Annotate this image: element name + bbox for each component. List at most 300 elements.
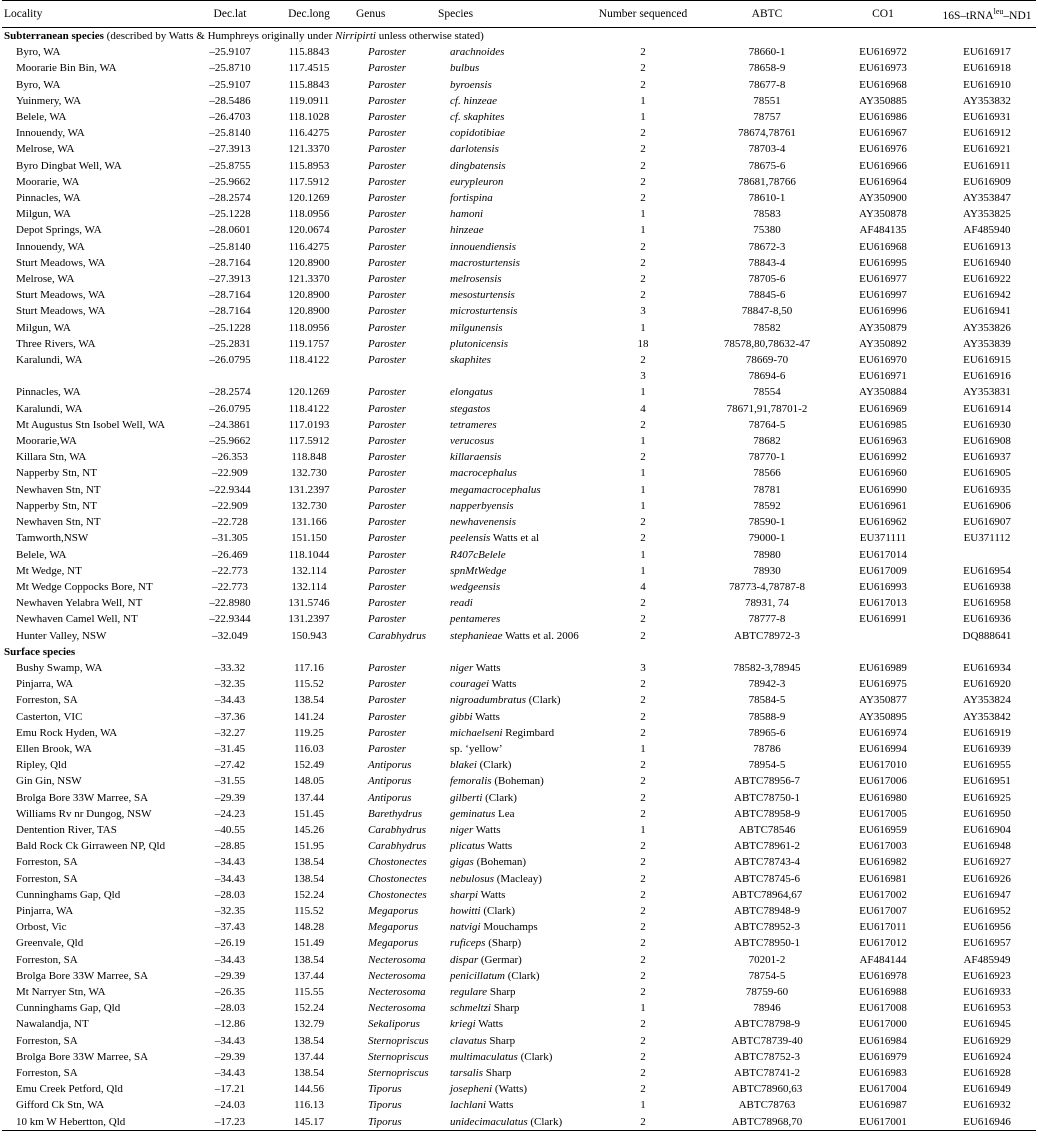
- cell-dec-long: 151.150: [291, 532, 327, 545]
- cell-locality: Karalundi, WA: [16, 354, 83, 367]
- cell-co1: EU617007: [859, 904, 907, 917]
- species-author: Watts et al: [490, 532, 540, 545]
- table-row: [2, 449, 1036, 465]
- cell-locality: Byro Dingbat Well, WA: [16, 159, 122, 172]
- cell-species: [436, 595, 580, 611]
- cell-dec-lat: –28.7164: [209, 305, 251, 318]
- cell-abtc: 78946: [753, 1002, 781, 1015]
- section-title: Surface species: [4, 645, 76, 658]
- cell-co1: EU617001: [859, 1115, 907, 1128]
- cell-species: [436, 433, 580, 449]
- cell-species: [436, 871, 580, 887]
- cell-number-sequenced: 1: [640, 208, 646, 221]
- cell-dec-long: 138.54: [293, 1034, 325, 1047]
- cell-number-sequenced: 2: [640, 192, 646, 205]
- species-name: clavatus: [450, 1034, 487, 1047]
- cell-number-sequenced: 2: [640, 256, 646, 269]
- cell-genus: Paroster: [368, 467, 407, 480]
- cell-locality: Emu Creek Petford, Qld: [16, 1083, 123, 1096]
- cell-species: [436, 1114, 580, 1131]
- cell-abtc: 78754-5: [748, 969, 786, 982]
- cell-16s-nd1: EU616957: [963, 937, 1011, 950]
- cell-co1: EU616983: [859, 1067, 907, 1079]
- cell-co1: EU617009: [859, 564, 907, 577]
- cell-dec-long: 138.54: [293, 694, 325, 707]
- cell-dec-long: 145.26: [293, 823, 325, 836]
- table-row: [2, 482, 1036, 498]
- table-row: [2, 854, 1036, 870]
- species-name: gigas: [450, 856, 474, 869]
- cell-16s-nd1: EU616928: [963, 1067, 1011, 1079]
- cell-number-sequenced: 2: [640, 726, 646, 739]
- cell-co1: EU617005: [859, 807, 907, 820]
- cell-dec-long: 120.1269: [288, 386, 330, 399]
- cell-number-sequenced: 2: [640, 678, 646, 691]
- cell-genus: Paroster: [368, 127, 407, 140]
- cell-species: [436, 449, 580, 465]
- cell-dec-lat: –17.21: [214, 1083, 246, 1096]
- species-name: schmeltzi: [450, 1002, 491, 1015]
- species-author: (Boheman): [473, 856, 527, 869]
- cell-abtc: 78588-9: [748, 710, 786, 723]
- cell-dec-lat: –22.9344: [209, 483, 251, 496]
- cell-dec-lat: –32.049: [212, 629, 248, 642]
- species-name: copidotibiae: [450, 127, 505, 140]
- cell-dec-lat: –28.03: [214, 888, 246, 901]
- table-row: [2, 984, 1036, 1000]
- cell-species: [436, 498, 580, 514]
- cell-number-sequenced: 2: [640, 418, 646, 431]
- table-row: [2, 174, 1036, 190]
- cell-dec-lat: –31.55: [214, 775, 246, 788]
- cell-dec-long: 132.730: [291, 499, 327, 512]
- cell-species: [436, 968, 580, 984]
- species-name: nebulosus: [450, 872, 494, 885]
- cell-16s-nd1: EU616934: [963, 661, 1011, 674]
- cell-locality: Pinjarra, WA: [16, 904, 74, 917]
- cell-genus: Paroster: [368, 289, 407, 302]
- cell-dec-lat: –22.773: [212, 580, 248, 593]
- table-row: [2, 579, 1036, 595]
- cell-number-sequenced: 2: [640, 289, 646, 302]
- cell-species: [436, 838, 580, 854]
- cell-16s-nd1: EU616907: [963, 516, 1011, 529]
- cell-number-sequenced: 2: [640, 840, 646, 853]
- cell-abtc: 78703-4: [748, 143, 786, 156]
- cell-genus: Paroster: [368, 256, 407, 269]
- cell-dec-lat: –34.43: [214, 1067, 246, 1079]
- species-name: mesosturtensis: [450, 289, 515, 302]
- table-row: [2, 1065, 1036, 1081]
- cell-dec-long: 118.0956: [288, 321, 330, 334]
- species-name: tarsalis: [450, 1067, 484, 1079]
- cell-number-sequenced: 2: [640, 888, 646, 901]
- cell-abtc: 78672-3: [748, 240, 786, 253]
- cell-species: [436, 44, 580, 60]
- cell-locality: Bushy Swamp, WA: [16, 661, 103, 674]
- cell-genus: Megaporus: [368, 937, 419, 950]
- cell-number-sequenced: 3: [640, 661, 646, 674]
- cell-16s-nd1: EU616914: [963, 402, 1011, 415]
- cell-dec-lat: –22.773: [212, 564, 248, 577]
- cell-genus: Paroster: [368, 62, 407, 75]
- cell-species: [436, 417, 580, 433]
- cell-16s-nd1: EU616918: [963, 62, 1011, 75]
- table-row: [2, 158, 1036, 174]
- cell-species: [436, 611, 580, 627]
- cell-species: [436, 368, 580, 384]
- cell-abtc: 70201-2: [748, 953, 786, 966]
- cell-dec-long: 152.24: [293, 1002, 325, 1015]
- cell-16s-nd1: EU616948: [963, 840, 1011, 853]
- cell-abtc: 78660-1: [748, 46, 786, 59]
- species-author: (Boheman): [491, 775, 544, 788]
- cell-dec-long: 116.03: [294, 742, 324, 755]
- cell-number-sequenced: 1: [640, 224, 646, 237]
- cell-dec-lat: –22.909: [212, 467, 248, 480]
- species-name: megamacrocephalus: [450, 483, 541, 496]
- cell-species: [436, 482, 580, 498]
- cell-genus: Paroster: [368, 548, 407, 561]
- cell-genus: Chostonectes: [368, 856, 427, 869]
- cell-species: [436, 676, 580, 692]
- cell-co1: EU617006: [859, 775, 907, 788]
- table-row: [2, 77, 1036, 93]
- cell-number-sequenced: 2: [640, 1083, 646, 1096]
- cell-number-sequenced: 2: [640, 127, 646, 140]
- cell-locality: Newhaven Camel Well, NT: [16, 613, 138, 626]
- cell-number-sequenced: 4: [640, 580, 646, 593]
- cell-abtc: 78980: [753, 548, 781, 561]
- cell-species: [436, 239, 580, 255]
- cell-dec-lat: –24.3861: [209, 418, 251, 431]
- cell-species: [436, 174, 580, 190]
- cell-abtc: 78584-5: [748, 694, 786, 707]
- cell-species: [436, 628, 580, 644]
- cell-species: [436, 1065, 580, 1081]
- cell-species: [436, 984, 580, 1000]
- cell-number-sequenced: 2: [640, 273, 646, 286]
- cell-genus: Sekaliporus: [368, 1018, 420, 1031]
- cell-dec-long: 151.95: [293, 840, 325, 853]
- cell-co1: EU616972: [859, 46, 907, 59]
- cell-locality: Orbost, Vic: [16, 921, 67, 934]
- cell-abtc: 78671,91,78701-2: [726, 402, 808, 415]
- cell-dec-long: 116.4275: [288, 127, 330, 140]
- cell-genus: Paroster: [368, 418, 407, 431]
- cell-locality: Milgun, WA: [16, 321, 71, 334]
- species-name: multimaculatus: [450, 1050, 518, 1063]
- species-name: hamoni: [450, 208, 483, 221]
- species-name: howitti: [450, 904, 481, 917]
- cell-locality: Moorarie Bin Bin, WA: [16, 62, 117, 75]
- cell-16s-nd1: EU616908: [963, 435, 1011, 448]
- cell-dec-long: 132.114: [291, 564, 327, 577]
- cell-genus: Carabhydrus: [368, 823, 427, 836]
- table-row: [2, 109, 1036, 125]
- cell-locality: Forreston, SA: [16, 953, 78, 966]
- table-row: [2, 465, 1036, 481]
- cell-dec-long: 131.5746: [288, 597, 330, 610]
- cell-number-sequenced: 4: [640, 402, 646, 415]
- cell-co1: EU616984: [859, 1034, 907, 1047]
- cell-abtc: 78669-70: [745, 354, 789, 367]
- cell-co1: EU616971: [859, 370, 907, 383]
- species-name: macrocephalus: [450, 467, 517, 480]
- species-name: penicillatum: [450, 969, 505, 982]
- cell-co1: EU617003: [859, 840, 907, 853]
- cell-dec-long: 131.166: [291, 516, 327, 529]
- table-row: [2, 206, 1036, 222]
- cell-locality: Brolga Bore 33W Marree, SA: [16, 1050, 149, 1063]
- cell-species: [436, 952, 580, 968]
- cell-genus: Paroster: [368, 597, 407, 610]
- cell-co1: AY350895: [859, 710, 907, 723]
- species-name: napperbyensis: [450, 499, 514, 512]
- cell-locality: Forreston, SA: [16, 694, 78, 707]
- cell-genus: Paroster: [368, 78, 407, 91]
- cell-co1: EU616980: [859, 791, 907, 804]
- cell-dec-lat: –28.2574: [209, 192, 251, 205]
- species-name: nigroadumbratus: [450, 694, 526, 707]
- cell-species: [436, 660, 580, 676]
- species-name: plutonicensis: [450, 337, 509, 350]
- cell-abtc: ABTC78956-7: [734, 775, 800, 788]
- species-author: Sharp: [490, 1002, 520, 1015]
- table-row: [2, 93, 1036, 109]
- col-header-locality: Locality: [4, 7, 43, 20]
- cell-dec-long: 117.5912: [288, 435, 330, 448]
- table-row: [2, 871, 1036, 887]
- cell-species: [436, 352, 580, 368]
- species-author: Watts: [473, 661, 501, 674]
- cell-number-sequenced: 1: [640, 386, 646, 399]
- cell-16s-nd1: EU616920: [963, 678, 1011, 691]
- cell-number-sequenced: 1: [640, 467, 646, 480]
- cell-genus: Sternopriscus: [368, 1050, 429, 1063]
- table-row: [2, 1049, 1036, 1065]
- cell-co1: EU616964: [859, 175, 907, 188]
- cell-co1: EU616968: [859, 240, 907, 253]
- cell-number-sequenced: 2: [640, 1115, 646, 1128]
- table-row: [2, 547, 1036, 563]
- cell-dec-long: 131.2397: [288, 483, 330, 496]
- cell-number-sequenced: 2: [640, 953, 646, 966]
- cell-genus: Paroster: [368, 175, 407, 188]
- cell-abtc: ABTC78950-1: [734, 937, 800, 950]
- cell-genus: Tiporus: [368, 1083, 402, 1096]
- cell-locality: [2, 368, 196, 384]
- col-header-genus: Genus: [356, 7, 386, 20]
- cell-16s-nd1: EU616939: [963, 742, 1011, 755]
- cell-locality: Moorarie, WA: [16, 175, 80, 188]
- cell-dec-lat: –28.03: [214, 1002, 246, 1015]
- cell-abtc: 78847-8,50: [741, 305, 793, 318]
- species-author: (Clark): [517, 1050, 553, 1063]
- species-name: cf. hinzeae: [450, 94, 498, 107]
- cell-abtc: ABTC78752-3: [734, 1050, 800, 1063]
- species-author: (Clark): [505, 969, 540, 982]
- section-note-genus: Nirripirti: [335, 30, 376, 42]
- cell-dec-long: 120.1269: [288, 192, 330, 205]
- cell-dec-lat: –28.7164: [209, 256, 251, 269]
- cell-locality: Innouendy, WA: [16, 240, 85, 253]
- cell-number-sequenced: 2: [640, 613, 646, 626]
- cell-species: [436, 125, 580, 141]
- species-name: byroensis: [450, 78, 492, 91]
- cell-genus: Paroster: [368, 532, 407, 545]
- cell-dec-lat: –25.2831: [209, 337, 251, 350]
- cell-species: [436, 1081, 580, 1097]
- cell-locality: Greenvale, Qld: [16, 937, 84, 950]
- cell-16s-nd1: EU616929: [963, 1034, 1011, 1047]
- cell-16s-nd1: EU616951: [963, 775, 1011, 788]
- cell-co1: EU617014: [859, 548, 907, 561]
- cell-co1: EU616978: [859, 969, 907, 982]
- cell-genus: Chostonectes: [368, 888, 427, 901]
- cell-locality: Gifford Ck Stn, WA: [16, 1099, 105, 1112]
- cell-16s-nd1: EU616947: [963, 888, 1011, 901]
- cell-dec-lat: –25.9107: [209, 78, 251, 91]
- cell-abtc: 78681,78766: [738, 175, 796, 188]
- cell-locality: Pinnacles, WA: [16, 386, 81, 399]
- cell-species: [436, 692, 580, 708]
- cell-co1: EU616959: [859, 823, 907, 836]
- cell-number-sequenced: 2: [640, 62, 646, 75]
- table-row: [2, 1081, 1036, 1097]
- table-row: [2, 709, 1036, 725]
- cell-genus: Paroster: [368, 305, 407, 318]
- table-row: [2, 935, 1036, 951]
- table-row: [2, 628, 1036, 644]
- cell-species: [436, 401, 580, 417]
- col-header-number: Number sequenced: [598, 7, 688, 20]
- cell-dec-long: 138.54: [293, 872, 325, 885]
- cell-number-sequenced: 1: [640, 483, 646, 496]
- cell-16s-nd1: EU616910: [963, 78, 1011, 91]
- species-author: Watts: [473, 823, 501, 836]
- cell-16s-nd1: AY353832: [963, 94, 1011, 107]
- cell-16s-nd1: AY353824: [963, 694, 1011, 707]
- cell-abtc: 79000-1: [748, 532, 786, 545]
- cell-co1: EU616982: [859, 856, 907, 869]
- cell-16s-nd1: EU616913: [963, 240, 1011, 253]
- cell-genus: Paroster: [368, 499, 407, 512]
- cell-species: [436, 806, 580, 822]
- cell-dec-long: 121.3370: [288, 143, 330, 156]
- cell-number-sequenced: 1: [640, 435, 646, 448]
- nd1-header-suffix: –ND1: [1003, 9, 1032, 22]
- species-name: tetrameres: [450, 418, 497, 431]
- cell-16s-nd1: EU616935: [963, 483, 1011, 496]
- table-row: [2, 271, 1036, 287]
- cell-16s-nd1: EU616927: [963, 856, 1011, 869]
- cell-number-sequenced: 1: [640, 111, 646, 124]
- table-row: [2, 222, 1036, 238]
- cell-dec-long: 121.3370: [288, 273, 330, 286]
- cell-16s-nd1: EU616936: [963, 613, 1011, 626]
- table-row: [2, 514, 1036, 530]
- cell-co1: EU616992: [859, 451, 907, 464]
- cell-locality: Milgun, WA: [16, 208, 71, 221]
- species-name: niger: [450, 823, 474, 836]
- cell-16s-nd1: AY353839: [963, 337, 1011, 350]
- cell-genus: Carabhydrus: [368, 629, 427, 642]
- cell-abtc: 78845-6: [748, 289, 786, 302]
- table-row: [2, 595, 1036, 611]
- cell-genus: Antiporus: [368, 759, 412, 772]
- table-row: [2, 60, 1036, 76]
- cell-locality: Nawalandja, NT: [16, 1018, 89, 1031]
- cell-dec-lat: –28.85: [214, 840, 246, 853]
- cell-number-sequenced: 1: [640, 499, 646, 512]
- cell-genus: Paroster: [368, 321, 407, 334]
- cell-co1: EU617013: [859, 597, 907, 610]
- col-header-species: Species: [438, 7, 474, 20]
- cell-number-sequenced: 18: [637, 337, 649, 350]
- cell-abtc: 78675-6: [748, 159, 786, 172]
- cell-dec-lat: –31.305: [212, 532, 248, 545]
- species-author: (Clark): [526, 694, 561, 707]
- cell-abtc: ABTC78972-3: [734, 629, 800, 642]
- cell-co1: EU616997: [859, 289, 907, 302]
- cell-abtc: 78759-60: [745, 985, 789, 998]
- species-name: dispar: [450, 953, 479, 966]
- cell-16s-nd1: [938, 547, 1036, 563]
- table-row: [2, 1097, 1036, 1113]
- cell-locality: Pinjarra, WA: [16, 678, 74, 691]
- species-name: gibbi: [450, 710, 473, 723]
- species-author: (Watts): [492, 1083, 528, 1096]
- cell-dec-long: 145.17: [293, 1115, 325, 1128]
- cell-dec-long: 148.05: [293, 775, 325, 788]
- cell-abtc: ABTC78798-9: [734, 1018, 800, 1031]
- cell-abtc: ABTC78546: [738, 823, 796, 836]
- cell-16s-nd1: EU616955: [963, 759, 1011, 772]
- cell-dec-lat: –37.36: [214, 710, 246, 723]
- cell-dec-long: 115.8953: [288, 159, 330, 172]
- cell-locality: Sturt Meadows, WA: [16, 256, 106, 269]
- cell-genus: Chostonectes: [368, 872, 427, 885]
- cell-number-sequenced: 2: [640, 904, 646, 917]
- species-name: newhavenensis: [450, 516, 516, 529]
- cell-dec-long: 116.4275: [288, 240, 330, 253]
- cell-species: [436, 790, 580, 806]
- cell-species: [436, 60, 580, 76]
- cell-genus: Tiporus: [368, 1115, 402, 1128]
- cell-dec-long: 151.45: [293, 807, 325, 820]
- cell-genus: Necterosoma: [368, 953, 426, 966]
- species-name: dingbatensis: [450, 159, 506, 172]
- cell-abtc: 78764-5: [748, 418, 786, 431]
- cell-number-sequenced: 3: [640, 305, 646, 318]
- table-row: [2, 887, 1036, 903]
- cell-dec-lat: –26.469: [212, 548, 248, 561]
- cell-number-sequenced: 2: [640, 516, 646, 529]
- table-row: [2, 530, 1036, 546]
- cell-species: [436, 741, 580, 757]
- cell-dec-long: 152.49: [293, 759, 325, 772]
- cell-abtc: ABTC78743-4: [734, 856, 800, 869]
- cell-species: [436, 1033, 580, 1049]
- cell-abtc: ABTC78739-40: [731, 1034, 803, 1047]
- cell-co1: EU616977: [859, 273, 907, 286]
- cell-number-sequenced: 3: [640, 370, 646, 383]
- col-header-lat: Dec.lat: [213, 7, 247, 20]
- species-name: sharpi: [450, 888, 479, 901]
- cell-species: [436, 384, 580, 400]
- table-body: [2, 28, 1036, 1131]
